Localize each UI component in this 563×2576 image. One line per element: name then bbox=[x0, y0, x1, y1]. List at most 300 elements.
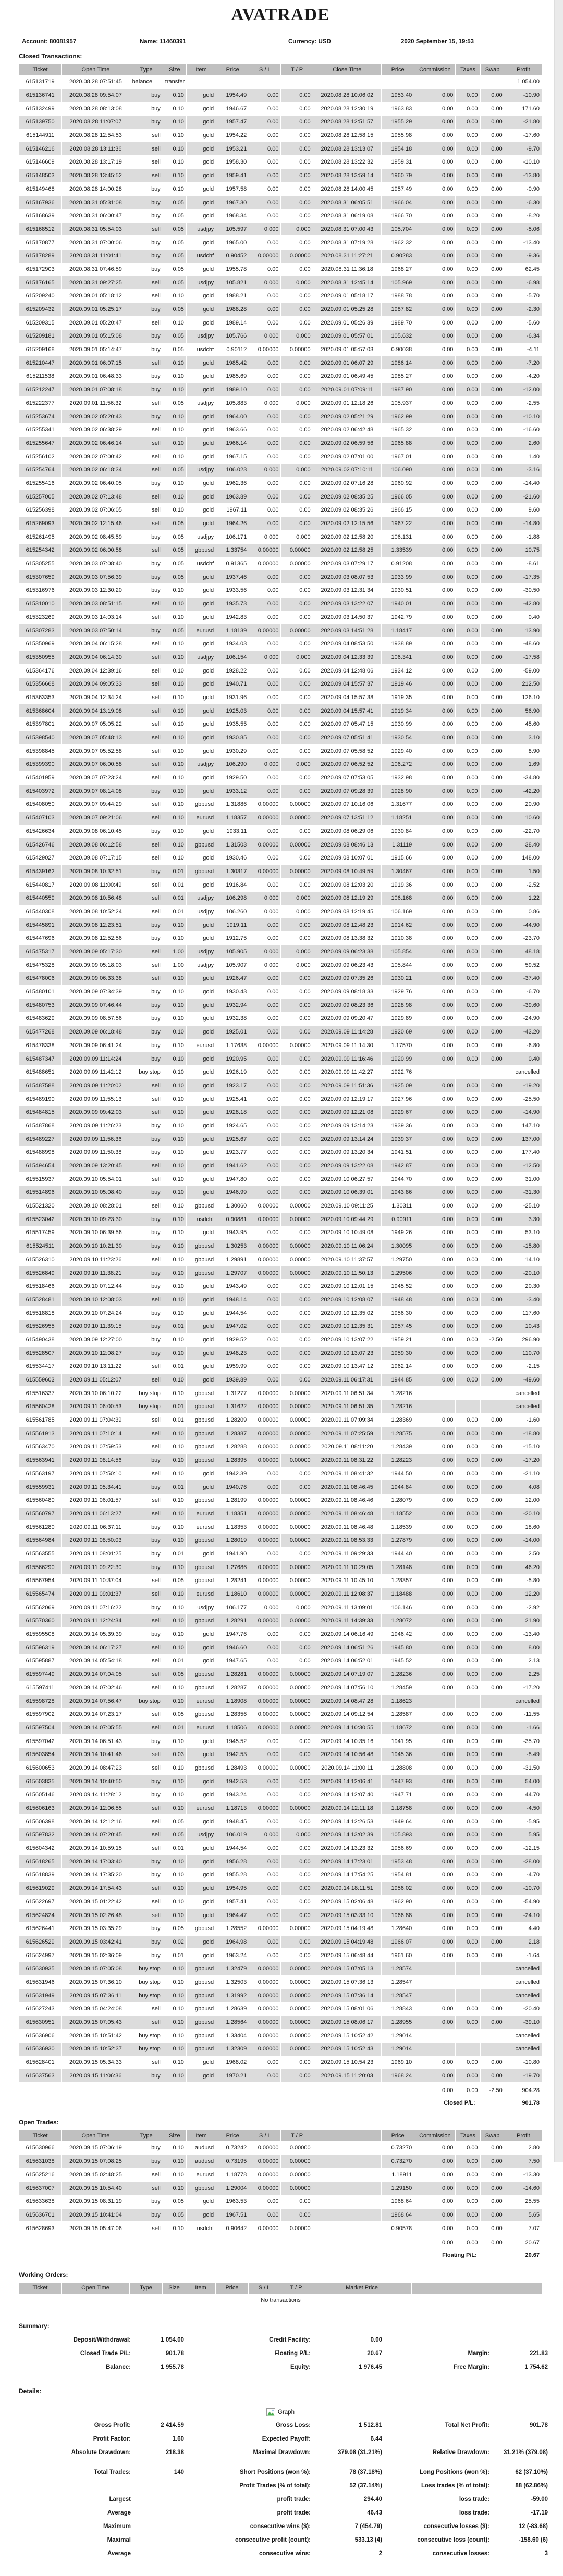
stat-value: 533.13 (4) bbox=[354, 2536, 382, 2543]
stat-value: 78 (37.18%) bbox=[349, 2469, 382, 2475]
transaction-row: 615139750 2020.08.28 11:07:07 buy 0.10 gold 1957.47 0.00 0.00 2020.08.28 12:51:57 1955.29 0.00 0.00 0.00 -21.80 bbox=[19, 116, 542, 129]
stat-label: Total Trades: bbox=[94, 2469, 131, 2475]
transaction-row: 615561913 2020.09.11 07:10:14 sell 0.10 gbpusd 1.28387 0.00000 0.00000 2020.09.11 07:25:59 1.28575 0.00 0.00 0.00 -18.80 bbox=[19, 1427, 542, 1440]
transaction-row: 615488651 2020.09.09 11:42:12 buy stop 0.10 gold 1926.19 0.00 0.00 2020.09.09 11:42:27 1922.76 cancelled bbox=[26, 1069, 540, 1076]
transaction-row: 615478338 2020.09.09 06:41:24 buy 0.10 eurusd 1.17638 0.00000 0.00000 2020.09.09 11:14:30 1.17570 0.00 0.00 0.00 -6.80 bbox=[26, 1042, 540, 1049]
transaction-row: 615631038 2020.09.15 07:08:25 buy 0.10 audusd 0.73195 0.00000 0.00000 0.73270 0.00 0.00 0.00 7.50 bbox=[19, 2155, 542, 2168]
transaction-row: 615178289 2020.08.31 11:01:41 buy 0.05 usdchf 0.90452 0.00000 0.00000 2020.08.31 11:27:21 0.90283 0.00 0.00 0.00 -9.36 bbox=[19, 250, 542, 263]
column-header: Type bbox=[130, 64, 163, 75]
transaction-row: 615484815 2020.09.09 09:42:03 sell 0.10 gold 1928.18 0.00 0.00 2020.09.09 12:21:08 1929.67 0.00 0.00 0.00 -14.90 bbox=[19, 1106, 542, 1119]
stat-row bbox=[19, 2360, 563, 2374]
transaction-row: 615211538 2020.09.01 06:48:33 buy 0.10 gold 1985.69 0.00 0.00 2020.09.01 06:49:45 1985.27 0.00 0.00 0.00 -4.20 bbox=[26, 373, 540, 380]
transaction-row: 615255416 2020.09.02 06:40:05 buy 0.10 gold 1962.36 0.00 0.00 2020.09.02 07:16:28 1960.92 0.00 0.00 0.00 -14.40 bbox=[26, 480, 540, 487]
stat-value: 901.78 bbox=[165, 2350, 184, 2357]
transaction-row: 615624997 2020.09.15 02:36:09 buy 0.01 gold 1963.24 0.00 0.00 2020.09.15 06:48:44 1961.60 0.00 0.00 0.00 -1.64 bbox=[26, 1952, 540, 1959]
column-header: Price bbox=[216, 2130, 249, 2141]
stat-label bbox=[382, 2333, 489, 2347]
stat-label: Average bbox=[107, 2550, 131, 2557]
stat-value: 140 bbox=[174, 2469, 184, 2475]
transaction-row: 615515937 2020.09.10 05:54:01 sell 0.10 gold 1947.80 0.00 0.00 2020.09.10 06:27:57 1944.70 0.00 0.00 0.00 31.00 bbox=[26, 1176, 540, 1183]
stat-label: Maximum bbox=[103, 2523, 131, 2530]
transaction-row: 615637563 2020.09.15 11:06:36 buy 0.10 gold 1970.21 0.00 0.00 2020.09.15 11:20:03 1968.24 0.00 0.00 0.00 -19.70 bbox=[19, 2069, 542, 2082]
transaction-row: 615307283 2020.09.03 07:50:14 buy 0.05 eurusd 1.18139 0.00000 0.00000 2020.09.03 14:51:28 1.18417 0.00 0.00 0.00 13.90 bbox=[19, 624, 542, 637]
stat-row bbox=[19, 2479, 563, 2493]
transaction-row: 615445891 2020.09.08 12:23:51 buy 0.10 gold 1919.11 0.00 0.00 2020.09.08 12:48:23 1914.62 0.00 0.00 0.00 -44.90 bbox=[19, 918, 542, 931]
column-header: Size bbox=[163, 2130, 186, 2141]
transaction-row: 615488998 2020.09.09 11:50:38 buy 0.10 gold 1923.77 0.00 0.00 2020.09.09 13:20:34 1941.51 0.00 0.00 0.00 177.40 bbox=[26, 1149, 540, 1156]
working-orders-table bbox=[19, 2282, 543, 2308]
transaction-row: 615222377 2020.09.01 11:56:32 sell 0.05 usdjpy 105.883 0.000 0.000 2020.09.01 12:18:26 105.937 0.00 0.00 0.00 -2.55 bbox=[26, 400, 540, 406]
stat-row bbox=[19, 2466, 563, 2479]
stat-label: Short Positions (won %): bbox=[239, 2469, 311, 2475]
stat-value: 218.38 bbox=[165, 2449, 184, 2456]
transaction-row: 615253674 2020.09.02 05:20:43 buy 0.10 gold 1964.00 0.00 0.00 2020.09.02 05:21:29 1962.99 0.00 0.00 0.00 -10.10 bbox=[19, 410, 542, 423]
stat-label: Profit Trades (% of total): bbox=[239, 2482, 311, 2489]
transaction-row: 615514896 2020.09.10 05:08:40 buy 0.10 gold 1946.99 0.00 0.00 2020.09.10 06:39:01 1943.86 0.00 0.00 0.00 -31.30 bbox=[19, 1186, 542, 1199]
transaction-row: 615149468 2020.08.28 14:00:28 buy 0.10 gold 1957.58 0.00 0.00 2020.08.28 14:00:45 1957.49 0.00 0.00 0.00 -0.90 bbox=[26, 185, 540, 192]
stat-label: Loss trades (% of total): bbox=[421, 2482, 489, 2489]
stat-row bbox=[19, 2347, 563, 2360]
open-trades-heading: Open Trades: bbox=[19, 2119, 59, 2126]
stat-row bbox=[19, 2506, 563, 2520]
transaction-row: 615478006 2020.09.09 06:33:38 sell 0.10 gold 1926.47 0.00 0.00 2020.09.09 07:35:26 1930.21 0.00 0.00 0.00 -37.40 bbox=[19, 972, 542, 985]
transaction-row: 615212247 2020.09.01 07:08:18 buy 0.10 gold 1989.10 0.00 0.00 2020.09.01 07:09:11 1987.90 0.00 0.00 0.00 -12.00 bbox=[19, 383, 542, 396]
transaction-row: 615398540 2020.09.07 05:48:13 sell 0.10 gold 1930.85 0.00 0.00 2020.09.07 05:51:41 1930.54 0.00 0.00 0.00 3.10 bbox=[19, 731, 542, 744]
transaction-row: 615560480 2020.09.11 06:01:57 sell 0.10 gbpusd 1.28199 0.00000 0.00000 2020.09.11 08:46:46 1.28079 0.00 0.00 0.00 12.00 bbox=[26, 1497, 540, 1504]
transaction-row: 615598728 2020.09.14 07:56:47 buy stop 0.10 eurusd 1.18908 0.00000 0.00000 2020.09.14 08:47:28 1.18623 cancelled bbox=[19, 1695, 542, 1708]
stat-row bbox=[19, 2493, 563, 2506]
account-info-line bbox=[19, 39, 563, 45]
name-value: 11460391 bbox=[160, 39, 186, 45]
transaction-row: 615475328 2020.09.09 05:18:03 sell 1.00 usdjpy 105.907 0.000 0.000 2020.09.09 06:23:43 105.844 0.00 0.00 0.00 59.52 bbox=[26, 962, 540, 968]
transaction-row: 615490438 2020.09.09 12:27:00 buy 0.10 gold 1929.52 0.00 0.00 2020.09.10 13:07:22 1959.21 0.00 0.00 -2.50 296.90 bbox=[26, 1336, 540, 1343]
transaction-row: 615627243 2020.09.15 04:24:08 sell 0.10 gbpusd 1.28639 0.00000 0.00000 2020.09.15 08:01:06 1.28843 0.00 0.00 0.00 -20.40 bbox=[26, 2006, 540, 2012]
transaction-row: 615559603 2020.09.11 05:12:07 sell 0.10 gold 1939.89 0.00 0.00 2020.09.11 06:17:31 1944.85 0.00 0.00 0.00 -49.60 bbox=[19, 1374, 542, 1387]
column-header: Price bbox=[216, 64, 249, 75]
report-datetime: 2020 September 15, 19:53 bbox=[401, 39, 474, 45]
column-header: Item bbox=[186, 2283, 215, 2294]
stat-value: 1 976.45 bbox=[359, 2363, 382, 2370]
stat-row bbox=[19, 2446, 563, 2459]
transaction-row: 615597411 2020.09.14 07:02:46 sell 0.10 gbpusd 1.28287 0.00000 0.00000 2020.09.14 07:56:10 1.28459 0.00 0.00 0.00 -17.20 bbox=[26, 1684, 540, 1691]
stat-label bbox=[184, 2459, 311, 2466]
stat-value bbox=[131, 2533, 184, 2547]
column-header bbox=[313, 2130, 381, 2141]
transaction-row: 615521320 2020.09.10 08:28:01 sell 0.10 gbpusd 1.30060 0.00000 0.00000 2020.09.10 09:11:25 1.30311 0.00 0.00 0.00 -25.10 bbox=[26, 1203, 540, 1210]
stat-value: 20.67 bbox=[367, 2350, 382, 2357]
stat-label: Maximal bbox=[107, 2536, 131, 2543]
stat-value: -17.19 bbox=[531, 2509, 548, 2516]
stat-value: 31.21% (379.08) bbox=[503, 2449, 548, 2456]
stat-label: Equity: bbox=[290, 2363, 311, 2370]
transaction-row: 615631946 2020.09.15 07:36:10 buy stop 0.10 gbpusd 1.32503 0.00000 0.00000 2020.09.15 07:36:13 1.28547 cancelled bbox=[26, 1978, 540, 1985]
transaction-row: 615146216 2020.08.28 13:11:36 sell 0.10 gold 1953.21 0.00 0.00 2020.08.28 13:13:07 1954.18 0.00 0.00 0.00 -9.70 bbox=[19, 142, 542, 155]
stat-value: 0.00 bbox=[370, 2336, 382, 2343]
transaction-row: 615257005 2020.09.02 07:13:48 sell 0.10 gold 1963.89 0.00 0.00 2020.09.02 08:35:25 1966.05 0.00 0.00 0.00 -21.60 bbox=[19, 490, 542, 503]
stat-value: 901.78 bbox=[529, 2422, 548, 2429]
stat-label: loss trade: bbox=[459, 2496, 489, 2503]
transaction-row: 615597504 2020.09.14 07:05:55 sell 0.01 eurusd 1.18506 0.00000 0.00000 2020.09.14 10:30:55 1.18672 0.00 0.00 0.00 -1.66 bbox=[19, 1722, 542, 1735]
transaction-row: 615570360 2020.09.11 12:24:34 sell 0.10 gbpusd 1.28291 0.00000 0.00000 2020.09.11 14:39:33 1.28072 0.00 0.00 0.00 21.90 bbox=[19, 1614, 542, 1627]
stat-value: 46.43 bbox=[367, 2509, 382, 2516]
open-trades-header-row bbox=[19, 2130, 542, 2141]
stat-label: consecutive wins ($): bbox=[250, 2523, 311, 2530]
transaction-row: 615356668 2020.09.04 09:05:33 sell 0.10 gold 1940.71 0.00 0.00 2020.09.04 15:57:37 1919.46 0.00 0.00 0.00 212.50 bbox=[19, 678, 542, 691]
transaction-row: 615172903 2020.08.31 07:46:59 buy 0.05 gold 1955.78 0.00 0.00 2020.08.31 11:36:18 1968.27 0.00 0.00 0.00 62.45 bbox=[26, 266, 540, 272]
transaction-row: 615625216 2020.09.15 02:48:25 sell 0.10 eurusd 1.18778 0.00000 0.00000 1.18911 0.00 0.00 0.00 -13.30 bbox=[26, 2171, 540, 2178]
transaction-row: 615606398 2020.09.14 12:12:16 sell 0.05 gold 1948.45 0.00 0.00 2020.09.14 12:26:53 1949.64 0.00 0.00 0.00 -5.95 bbox=[26, 1818, 540, 1825]
open-total-taxes: 0.00 bbox=[467, 2239, 478, 2246]
transaction-row: 615534417 2020.09.10 13:11:22 sell 0.01 gold 1959.99 0.00 0.00 2020.09.10 13:47:12 1962.14 0.00 0.00 0.00 -2.15 bbox=[26, 1363, 540, 1370]
transaction-row: 615494654 2020.09.09 13:20:45 sell 0.10 gold 1941.62 0.00 0.00 2020.09.09 13:22:08 1942.87 0.00 0.00 0.00 -12.50 bbox=[19, 1160, 542, 1173]
column-header: Close Time bbox=[313, 64, 381, 75]
transaction-row: 615170877 2020.08.31 07:00:06 buy 0.05 gold 1965.00 0.00 0.00 2020.08.31 07:19:28 1962.32 0.00 0.00 0.00 -13.40 bbox=[26, 239, 540, 246]
stat-label: Expected Payoff: bbox=[262, 2435, 311, 2442]
stat-value: 294.40 bbox=[363, 2496, 382, 2503]
transaction-row: 615595508 2020.09.14 05:39:39 buy 0.10 gold 1947.76 0.00 0.00 2020.09.14 06:16:49 1946.42 0.00 0.00 0.00 -13.40 bbox=[26, 1631, 540, 1638]
stat-label: profit trade: bbox=[277, 2496, 311, 2503]
scrollbar[interactable] bbox=[554, 0, 563, 2162]
column-header: S / L bbox=[249, 2283, 280, 2294]
stat-value: 3 bbox=[544, 2550, 548, 2557]
transaction-row: 615597902 2020.09.14 07:23:17 sell 0.05 gbpusd 1.28356 0.00000 0.00000 2020.09.14 09:12:54 1.28587 0.00 0.00 0.00 -11.55 bbox=[26, 1711, 540, 1718]
transaction-row: 615560797 2020.09.11 06:13:27 sell 0.10 eurusd 1.18351 0.00000 0.00000 2020.09.11 08:46:48 1.18552 0.00 0.00 0.00 -20.10 bbox=[19, 1508, 542, 1521]
transaction-row: 615624824 2020.09.15 02:26:48 sell 0.10 gold 1964.47 0.00 0.00 2020.09.15 03:33:10 1966.88 0.00 0.00 0.00 -24.10 bbox=[19, 1909, 542, 1922]
column-header: Taxes bbox=[456, 2130, 480, 2141]
details-heading: Details: bbox=[19, 2387, 42, 2395]
stat-label: loss trade: bbox=[459, 2509, 489, 2516]
stat-value bbox=[131, 2520, 184, 2533]
transaction-row: 615597042 2020.09.14 06:51:43 buy 0.10 gold 1945.52 0.00 0.00 2020.09.14 10:35:16 1941.95 0.00 0.00 0.00 -35.70 bbox=[26, 1738, 540, 1745]
stat-row bbox=[19, 2419, 563, 2432]
stat-value bbox=[131, 2493, 184, 2506]
transaction-row: 615475317 2020.09.09 05:17:30 sell 1.00 usdjpy 105.905 0.000 0.000 2020.09.09 06:23:38 105.854 0.00 0.00 0.00 48.18 bbox=[19, 945, 542, 959]
stat-value: 62 (37.10%) bbox=[515, 2469, 548, 2475]
column-header: Swap bbox=[481, 64, 505, 75]
stat-label: Margin: bbox=[468, 2350, 489, 2357]
transaction-row: 615146609 2020.08.28 13:17:19 sell 0.10 gold 1958.30 0.00 0.00 2020.08.28 13:22:32 1959.31 0.00 0.00 0.00 -10.10 bbox=[26, 159, 540, 166]
transaction-row: 615131719 2020.08.28 07:51:45 balance transfer 1 054.00 bbox=[26, 79, 540, 85]
transaction-row: 615562069 2020.09.11 07:16:22 buy 0.10 usdjpy 106.177 0.000 0.000 2020.09.11 13:09:01 106.146 0.00 0.00 0.00 -2.92 bbox=[26, 1604, 540, 1611]
transaction-row: 615254342 2020.09.02 06:00:58 sell 0.05 gbpusd 1.33754 0.00000 0.00000 2020.09.02 12:58:25 1.33539 0.00 0.00 0.00 10.75 bbox=[19, 544, 542, 557]
transaction-row: 615209181 2020.09.01 05:15:08 buy 0.05 usdjpy 105.766 0.000 0.000 2020.09.01 05:57:01 105.632 0.00 0.00 0.00 -6.34 bbox=[19, 330, 542, 343]
total-swap: -2.50 bbox=[489, 2087, 503, 2094]
column-header: Open Time bbox=[62, 64, 129, 75]
stat-label: Relative Drawdown: bbox=[432, 2449, 489, 2456]
stat-label: Long Positions (won %): bbox=[419, 2469, 489, 2475]
column-header: Market Price bbox=[312, 2283, 411, 2294]
stat-value: 1 512.81 bbox=[359, 2422, 382, 2429]
stat-value bbox=[131, 2459, 184, 2466]
transaction-row: 615526955 2020.09.10 11:39:15 buy 0.01 gold 1947.02 0.00 0.00 2020.09.10 12:35:31 1957.45 0.00 0.00 0.00 10.43 bbox=[19, 1320, 542, 1333]
column-header: Commission bbox=[414, 64, 455, 75]
transaction-row: 615597832 2020.09.14 07:20:45 sell 0.05 usdjpy 106.019 0.000 0.000 2020.09.14 13:02:39 105.893 0.00 0.00 0.00 5.95 bbox=[19, 1828, 542, 1841]
stat-value bbox=[131, 2547, 184, 2560]
stat-row bbox=[19, 2533, 563, 2547]
stat-value bbox=[489, 2459, 548, 2466]
transaction-row: 615633638 2020.09.15 08:31:19 buy 0.05 gold 1963.53 0.00 0.00 1968.64 0.00 0.00 0.00 25.55 bbox=[26, 2198, 540, 2205]
transaction-row: 615567954 2020.09.11 10:37:04 sell 0.05 gbpusd 1.28241 0.00000 0.00000 2020.09.11 10:45:10 1.28357 0.00 0.00 0.00 -5.80 bbox=[26, 1577, 540, 1584]
transaction-row: 615526310 2020.09.10 11:23:26 sell 0.10 gbpusd 1.29891 0.00000 0.00000 2020.09.10 11:37:57 1.29750 0.00 0.00 0.00 14.10 bbox=[26, 1256, 540, 1263]
column-header: T / P bbox=[280, 2283, 312, 2294]
transaction-row: 615209315 2020.09.01 05:20:47 sell 0.10 gold 1989.14 0.00 0.00 2020.09.01 05:26:39 1989.70 0.00 0.00 0.00 -5.60 bbox=[26, 319, 540, 326]
transaction-row: 615565474 2020.09.11 09:01:37 sell 0.10 eurusd 1.18610 0.00000 0.00000 2020.09.11 12:08:37 1.18488 0.00 0.00 0.00 12.20 bbox=[19, 1588, 542, 1601]
transaction-row: 615255647 2020.09.02 06:46:14 sell 0.10 gold 1966.14 0.00 0.00 2020.09.02 06:59:56 1965.88 0.00 0.00 0.00 2.60 bbox=[19, 437, 542, 450]
stat-label: consecutive losses ($): bbox=[423, 2523, 489, 2530]
transaction-row: 615630935 2020.09.15 07:05:08 buy stop 0.10 gbpusd 1.32479 0.00000 0.00000 2020.09.15 07:05:13 1.28574 cancelled bbox=[19, 1962, 542, 1975]
stat-value bbox=[311, 2459, 382, 2466]
working-orders-heading: Working Orders: bbox=[19, 2271, 68, 2279]
graph-row bbox=[19, 2408, 542, 2417]
transaction-row: 615440817 2020.09.08 11:00:49 sell 0.01 gold 1916.84 0.00 0.00 2020.09.08 12:03:20 1919.36 0.00 0.00 0.00 -2.52 bbox=[26, 881, 540, 888]
column-header: Open Time bbox=[62, 2130, 129, 2141]
transaction-row: 615618265 2020.09.14 17:03:40 buy 0.10 gold 1956.28 0.00 0.00 2020.09.14 17:23:01 1953.48 0.00 0.00 0.00 -28.00 bbox=[19, 1855, 542, 1868]
transaction-row: 615483629 2020.09.09 08:57:56 buy 0.10 gold 1932.38 0.00 0.00 2020.09.09 09:20:47 1929.89 0.00 0.00 0.00 -24.90 bbox=[26, 1015, 540, 1022]
stat-row bbox=[19, 2520, 563, 2533]
stat-value bbox=[489, 2333, 548, 2347]
stat-label: Deposit/Withdrawal: bbox=[73, 2336, 131, 2343]
transaction-row: 615489227 2020.09.09 11:56:36 buy 0.10 gold 1925.67 0.00 0.00 2020.09.09 13:14:24 1939.37 0.00 0.00 0.00 137.00 bbox=[19, 1133, 542, 1146]
transaction-row: 615256398 2020.09.02 07:06:05 sell 0.10 gold 1967.11 0.00 0.00 2020.09.02 08:35:26 1966.15 0.00 0.00 0.00 9.60 bbox=[26, 507, 540, 514]
column-header: Type bbox=[130, 2283, 162, 2294]
transaction-row: 615563470 2020.09.11 07:59:53 sell 0.10 gbpusd 1.28288 0.00000 0.00000 2020.09.11 08:11:20 1.28439 0.00 0.00 0.00 -15.10 bbox=[26, 1443, 540, 1450]
floating-pl-value: 20.67 bbox=[525, 2252, 540, 2259]
transaction-row: 615559931 2020.09.11 05:34:41 buy 0.01 gold 1940.76 0.00 0.00 2020.09.11 08:46:45 1944.84 0.00 0.00 0.00 4.08 bbox=[19, 1480, 542, 1494]
stat-label: Free Margin: bbox=[453, 2363, 489, 2370]
stat-label: Credit Facility: bbox=[269, 2336, 311, 2343]
transaction-row: 615603854 2020.09.14 10:41:46 sell 0.03 gold 1942.53 0.00 0.00 2020.09.14 10:56:48 1945.36 0.00 0.00 0.00 -8.49 bbox=[19, 1748, 542, 1761]
stat-value: 1 754.62 bbox=[524, 2363, 548, 2370]
transaction-row: 615528481 2020.09.10 12:08:03 sell 0.10 gold 1948.14 0.00 0.00 2020.09.10 12:08:07 1948.48 0.00 0.00 0.00 -3.40 bbox=[19, 1293, 542, 1306]
stat-label bbox=[382, 2432, 489, 2446]
stat-label: Largest bbox=[109, 2496, 131, 2503]
stat-label: Profit Factor: bbox=[93, 2435, 131, 2442]
transaction-row: 615401959 2020.09.07 07:23:24 sell 0.10 gold 1929.50 0.00 0.00 2020.09.07 07:53:05 1932.98 0.00 0.00 0.00 -34.80 bbox=[26, 775, 540, 781]
transaction-row: 615636906 2020.09.15 10:51:42 buy stop 0.10 gbpusd 1.33404 0.00000 0.00000 2020.09.15 10:52:42 1.29014 cancelled bbox=[26, 2032, 540, 2039]
transaction-row: 615397801 2020.09.07 05:05:22 sell 0.10 gold 1935.55 0.00 0.00 2020.09.07 05:47:15 1930.99 0.00 0.00 0.00 45.60 bbox=[26, 721, 540, 728]
closed-pl-row bbox=[19, 2097, 542, 2109]
transaction-row: 615596319 2020.09.14 06:17:27 sell 0.10 gold 1946.60 0.00 0.00 2020.09.14 06:51:26 1945.80 0.00 0.00 0.00 8.00 bbox=[19, 1641, 542, 1654]
transaction-row: 615255341 2020.09.02 06:38:29 sell 0.10 gold 1963.66 0.00 0.00 2020.09.02 06:42:48 1965.32 0.00 0.00 0.00 -16.60 bbox=[26, 427, 540, 433]
column-header: Ticket bbox=[19, 2130, 61, 2141]
column-header: Ticket bbox=[19, 64, 61, 75]
transaction-row: 615526849 2020.09.10 11:38:21 buy 0.10 gbpusd 1.29707 0.00000 0.00000 2020.09.10 11:50:13 1.29506 0.00 0.00 0.00 -20.10 bbox=[19, 1266, 542, 1279]
stat-label: Gross Loss: bbox=[275, 2422, 311, 2429]
closed-totals-table bbox=[19, 2084, 542, 2109]
transaction-row: 615439162 2020.09.08 10:32:51 buy 0.01 gbpusd 1.30317 0.00000 0.00000 2020.09.08 10:49:59 1.30467 0.00 0.00 0.00 1.50 bbox=[19, 865, 542, 878]
transaction-row: 615480753 2020.09.09 07:46:44 buy 0.10 gold 1932.94 0.00 0.00 2020.09.09 08:23:36 1928.98 0.00 0.00 0.00 -39.60 bbox=[19, 999, 542, 1012]
no-transactions-row bbox=[19, 2294, 542, 2307]
floating-pl-label: Floating P/L: bbox=[442, 2252, 477, 2259]
column-header: Type bbox=[130, 2130, 163, 2141]
column-header: Size bbox=[163, 2283, 186, 2294]
summary-section bbox=[19, 2322, 563, 2374]
stat-label bbox=[19, 2479, 131, 2493]
stat-label: Gross Profit: bbox=[94, 2422, 131, 2429]
stat-value bbox=[131, 2479, 184, 2493]
transaction-row: 615210447 2020.09.01 06:07:15 sell 0.10 gold 1985.42 0.00 0.00 2020.09.01 06:07:29 1986.14 0.00 0.00 0.00 -7.20 bbox=[19, 356, 542, 369]
stat-value: 379.08 (31.21%) bbox=[337, 2449, 382, 2456]
column-header: Ticket bbox=[19, 2283, 61, 2294]
transaction-row: 615209240 2020.09.01 05:18:12 sell 0.10 gold 1988.21 0.00 0.00 2020.09.01 05:18:17 1988.78 0.00 0.00 0.00 -5.70 bbox=[26, 293, 540, 300]
transaction-row: 615261495 2020.09.02 08:45:59 buy 0.05 usdjpy 106.171 0.000 0.000 2020.09.02 12:58:20 106.131 0.00 0.00 0.00 -1.88 bbox=[26, 533, 540, 540]
transaction-row: 615350955 2020.09.04 06:14:30 sell 0.10 usdjpy 106.154 0.000 0.000 2020.09.04 12:33:39 106.341 0.00 0.00 0.00 -17.58 bbox=[19, 651, 542, 664]
summary-grid bbox=[19, 2333, 563, 2374]
open-totals-row bbox=[19, 2237, 542, 2249]
transaction-row: 615561785 2020.09.11 07:04:39 sell 0.01 gbpusd 1.28209 0.00000 0.00000 2020.09.11 07:09:34 1.28369 0.00 0.00 0.00 -1.60 bbox=[26, 1417, 540, 1424]
transaction-row: 615604342 2020.09.14 10:59:15 sell 0.01 gold 1944.54 0.00 0.00 2020.09.14 13:23:32 1956.69 0.00 0.00 0.00 -12.15 bbox=[26, 1845, 540, 1852]
column-header bbox=[412, 2283, 542, 2294]
transaction-row: 615447696 2020.09.08 12:52:56 buy 0.10 gold 1912.75 0.00 0.00 2020.09.08 13:38:32 1910.38 0.00 0.00 0.00 -23.70 bbox=[26, 935, 540, 942]
column-header: Open Time bbox=[62, 2283, 129, 2294]
transaction-row: 615518466 2020.09.10 07:12:44 buy 0.10 gold 1943.49 0.00 0.00 2020.09.10 12:01:15 1945.52 0.00 0.00 0.00 20.30 bbox=[26, 1283, 540, 1290]
stat-value: 12 (-83.68) bbox=[518, 2523, 548, 2530]
column-header: Price bbox=[382, 64, 414, 75]
transaction-row: 615364176 2020.09.04 12:39:16 sell 0.10 gold 1928.22 0.00 0.00 2020.09.04 12:48:06 1934.12 0.00 0.00 0.00 -59.00 bbox=[26, 667, 540, 674]
stat-value: 1 955.78 bbox=[161, 2363, 184, 2370]
open-trades-table bbox=[19, 2130, 542, 2235]
transaction-row: 615136741 2020.08.28 09:54:07 buy 0.10 gold 1954.49 0.00 0.00 2020.08.28 10:06:02 1953.40 0.00 0.00 0.00 -10.90 bbox=[19, 89, 542, 102]
column-header: T / P bbox=[281, 2130, 312, 2141]
stat-row bbox=[19, 2432, 563, 2446]
total-commission: 0.00 bbox=[442, 2087, 454, 2094]
transaction-row: 615517459 2020.09.10 06:39:56 buy 0.10 gold 1943.95 0.00 0.00 2020.09.10 10:49:08 1949.26 0.00 0.00 0.00 53.10 bbox=[26, 1229, 540, 1236]
column-header: T / P bbox=[281, 64, 312, 75]
transaction-row: 615523042 2020.09.10 09:23:30 buy 0.10 usdchf 0.90881 0.00000 0.00000 2020.09.10 09:44:29 0.90911 0.00 0.00 0.00 3.30 bbox=[19, 1213, 542, 1226]
stat-label: Floating P/L: bbox=[274, 2350, 311, 2357]
transaction-row: 615209168 2020.09.01 05:14:47 buy 0.05 usdchf 0.90112 0.00000 0.00000 2020.09.01 05:57:03 0.90038 0.00 0.00 0.00 -4.11 bbox=[26, 346, 540, 353]
stat-value: 1.60 bbox=[172, 2435, 184, 2442]
stat-value: 2 bbox=[378, 2550, 382, 2557]
transaction-row: 615254764 2020.09.02 06:18:34 sell 0.05 usdjpy 106.023 0.000 0.000 2020.09.02 07:10:11 106.090 0.00 0.00 0.00 -3.16 bbox=[19, 464, 542, 477]
transaction-row: 615595887 2020.09.14 05:54:18 sell 0.01 gold 1947.65 0.00 0.00 2020.09.14 06:52:01 1945.52 0.00 0.00 0.00 2.13 bbox=[26, 1658, 540, 1664]
transaction-row: 615480101 2020.09.09 07:34:39 buy 0.10 gold 1930.43 0.00 0.00 2020.09.09 08:18:33 1929.76 0.00 0.00 0.00 -6.70 bbox=[26, 989, 540, 995]
summary-heading: Summary: bbox=[19, 2322, 50, 2330]
stat-label: profit trade: bbox=[277, 2509, 311, 2516]
no-transactions-text: No transactions bbox=[261, 2297, 301, 2304]
stat-row bbox=[19, 2333, 563, 2347]
transaction-row: 615426746 2020.09.08 06:12:58 sell 0.10 gbpusd 1.31503 0.00000 0.00000 2020.09.08 08:46:13 1.31119 0.00 0.00 0.00 38.40 bbox=[19, 838, 542, 851]
closed-transactions-heading: Closed Transactions: bbox=[19, 53, 82, 60]
graph-label: Graph bbox=[278, 2409, 295, 2416]
transaction-row: 615516337 2020.09.10 06:10:22 buy stop 0.10 gbpusd 1.31277 0.00000 0.00000 2020.09.11 06:51:34 1.28216 cancelled bbox=[26, 1390, 540, 1397]
transaction-row: 615606163 2020.09.14 12:06:55 sell 0.10 eurusd 1.18713 0.00000 0.00000 2020.09.14 12:11:18 1.18758 0.00 0.00 0.00 -4.50 bbox=[19, 1802, 542, 1815]
stat-value bbox=[489, 2432, 548, 2446]
transaction-row: 615256102 2020.09.02 07:00:42 sell 0.10 gold 1967.15 0.00 0.00 2020.09.02 07:01:00 1967.01 0.00 0.00 0.00 1.40 bbox=[26, 453, 540, 460]
transaction-row: 615637007 2020.09.15 10:54:40 sell 0.10 gbpusd 1.29004 0.00000 0.00000 1.29150 0.00 0.00 0.00 -14.60 bbox=[19, 2182, 542, 2195]
currency-label: Currency: bbox=[288, 39, 317, 45]
name-field bbox=[140, 39, 288, 45]
closed-transactions-table bbox=[19, 64, 542, 2083]
stat-value: 6.44 bbox=[370, 2435, 382, 2442]
transaction-row: 615597449 2020.09.14 07:04:05 sell 0.05 gbpusd 1.28281 0.00000 0.00000 2020.09.14 07:19:07 1.28236 0.00 0.00 0.00 2.25 bbox=[19, 1668, 542, 1681]
closed-pl-value: 901.78 bbox=[522, 2099, 540, 2106]
stat-row bbox=[19, 2547, 563, 2560]
transaction-row: 615132499 2020.08.28 08:13:08 buy 0.10 gold 1946.67 0.00 0.00 2020.08.28 12:30:19 1963.83 0.00 0.00 0.00 171.60 bbox=[26, 105, 540, 112]
transaction-row: 615440308 2020.09.08 10:52:24 sell 0.01 usdjpy 106.260 0.000 0.000 2020.09.08 12:19:45 106.169 0.00 0.00 0.00 0.86 bbox=[26, 908, 540, 915]
name-label: Name: bbox=[140, 39, 158, 45]
column-header: Profit bbox=[505, 64, 542, 75]
transaction-row: 615618839 2020.09.14 17:35:20 buy 0.10 gold 1955.28 0.00 0.00 2020.09.14 17:54:25 1954.81 0.00 0.00 0.00 -4.70 bbox=[26, 1872, 540, 1878]
transaction-row: 615636930 2020.09.15 10:52:37 buy stop 0.10 gbpusd 1.32309 0.00000 0.00000 2020.09.15 10:52:43 1.29014 cancelled bbox=[19, 2043, 542, 2056]
transaction-row: 615477268 2020.09.09 06:18:48 buy 0.10 gold 1925.01 0.00 0.00 2020.09.09 11:14:28 1920.69 0.00 0.00 0.00 -43.20 bbox=[19, 1026, 542, 1039]
transaction-row: 615168639 2020.08.31 06:00:47 buy 0.05 gold 1968.34 0.00 0.00 2020.08.31 06:19:08 1966.70 0.00 0.00 0.00 -8.20 bbox=[26, 213, 540, 219]
column-header: Price bbox=[216, 2283, 248, 2294]
transaction-row: 615368604 2020.09.04 13:19:08 sell 0.10 gold 1925.03 0.00 0.00 2020.09.04 15:57:41 1919.34 0.00 0.00 0.00 56.90 bbox=[19, 704, 542, 717]
working-orders-header-row bbox=[19, 2283, 542, 2294]
column-header: S / L bbox=[249, 2130, 280, 2141]
transaction-row: 615429027 2020.09.08 07:17:15 sell 0.10 gold 1930.46 0.00 0.00 2020.09.08 10:07:01 1915.66 0.00 0.00 0.00 148.00 bbox=[26, 855, 540, 862]
transaction-row: 615564984 2020.09.11 08:50:03 buy 0.10 gbpusd 1.28019 0.00000 0.00000 2020.09.11 08:53:33 1.27879 0.00 0.00 0.00 -14.00 bbox=[19, 1534, 542, 1547]
transaction-row: 615408050 2020.09.07 09:44:29 sell 0.10 gbpusd 1.31886 0.00000 0.00000 2020.09.07 10:16:06 1.31677 0.00 0.00 0.00 20.90 bbox=[26, 801, 540, 808]
transaction-row: 615631949 2020.09.15 07:36:11 buy stop 0.10 gbpusd 1.31992 0.00000 0.00000 2020.09.15 07:36:14 1.28547 cancelled bbox=[19, 1989, 542, 2002]
transaction-row: 615600653 2020.09.14 08:47:23 sell 0.10 gbpusd 1.28493 0.00000 0.00000 2020.09.14 11:00:11 1.28808 0.00 0.00 0.00 -31.50 bbox=[26, 1764, 540, 1771]
transaction-row: 615487588 2020.09.09 11:20:02 sell 0.10 gold 1923.17 0.00 0.00 2020.09.09 11:51:36 1925.09 0.00 0.00 0.00 -19.20 bbox=[19, 1079, 542, 1092]
stat-label: consecutive wins: bbox=[259, 2550, 311, 2557]
report-title: AVATRADE bbox=[231, 5, 330, 24]
total-profit: 904.28 bbox=[522, 2087, 540, 2094]
open-total-commission: 0.00 bbox=[442, 2239, 454, 2246]
transaction-row: 615563197 2020.09.11 07:50:10 sell 0.10 gold 1942.39 0.00 0.00 2020.09.11 08:41:32 1944.50 0.00 0.00 0.00 -21.10 bbox=[26, 1470, 540, 1477]
currency-field bbox=[288, 39, 401, 45]
stat-value: 88 (62.86%) bbox=[515, 2482, 548, 2489]
transaction-row: 615403972 2020.09.07 08:14:08 buy 0.10 gold 1933.12 0.00 0.00 2020.09.07 09:28:39 1928.90 0.00 0.00 0.00 -42.20 bbox=[19, 785, 542, 798]
stat-value bbox=[131, 2506, 184, 2520]
stat-label bbox=[19, 2459, 131, 2466]
transaction-row: 615144911 2020.08.28 12:54:53 sell 0.10 gold 1954.22 0.00 0.00 2020.08.28 12:58:15 1955.98 0.00 0.00 0.00 -17.60 bbox=[26, 132, 540, 139]
transaction-row: 615350969 2020.09.04 06:15:28 sell 0.10 gold 1934.03 0.00 0.00 2020.09.04 08:53:50 1938.89 0.00 0.00 0.00 -48.60 bbox=[26, 641, 540, 648]
stat-value: 52 (37.14%) bbox=[349, 2482, 382, 2489]
stat-label bbox=[382, 2459, 489, 2466]
transaction-row: 615528507 2020.09.10 12:08:27 buy 0.10 gold 1948.23 0.00 0.00 2020.09.10 13:07:23 1959.30 0.00 0.00 0.00 110.70 bbox=[19, 1347, 542, 1360]
stat-value: -59.00 bbox=[531, 2496, 548, 2503]
total-taxes: 0.00 bbox=[467, 2087, 478, 2094]
transaction-row: 615489190 2020.09.09 11:55:13 sell 0.10 gold 1925.41 0.00 0.00 2020.09.09 12:19:17 1927.96 0.00 0.00 0.00 -25.50 bbox=[26, 1096, 540, 1102]
stat-label: Balance: bbox=[106, 2363, 131, 2370]
transaction-row: 615518818 2020.09.10 07:24:24 buy 0.10 gold 1944.54 0.00 0.00 2020.09.10 12:35:02 1956.30 0.00 0.00 0.00 117.60 bbox=[26, 1310, 540, 1316]
column-header: Swap bbox=[481, 2130, 505, 2141]
account-label: Account: bbox=[22, 39, 48, 45]
stat-label: consecutive profit (count): bbox=[235, 2536, 311, 2543]
broken-image-icon bbox=[266, 2408, 276, 2417]
stat-label: consecutive losses: bbox=[432, 2550, 489, 2557]
transaction-row: 615269093 2020.09.02 12:15:46 sell 0.05 gold 1964.26 0.00 0.00 2020.09.02 12:15:56 1967.22 0.00 0.00 0.00 -14.80 bbox=[19, 517, 542, 530]
floating-pl-row bbox=[19, 2249, 542, 2261]
transaction-row: 615305255 2020.09.03 07:08:40 buy 0.05 usdchf 0.91365 0.00000 0.00000 2020.09.03 07:29:17 0.91208 0.00 0.00 0.00 -8.61 bbox=[26, 561, 540, 567]
transaction-row: 615524511 2020.09.10 10:21:30 buy 0.10 gbpusd 1.30253 0.00000 0.00000 2020.09.10 11:06:24 1.30095 0.00 0.00 0.00 -15.80 bbox=[19, 1240, 542, 1253]
details-grid bbox=[19, 2419, 563, 2560]
column-header: Size bbox=[163, 64, 186, 75]
transaction-row: 615605146 2020.09.14 11:28:12 buy 0.10 gold 1943.24 0.00 0.00 2020.09.14 12:07:40 1947.71 0.00 0.00 0.00 44.70 bbox=[26, 1791, 540, 1798]
transaction-row: 615167936 2020.08.31 05:31:08 buy 0.05 gold 1967.30 0.00 0.00 2020.08.31 06:05:51 1966.04 0.00 0.00 0.00 -6.30 bbox=[19, 196, 542, 209]
open-total-swap: 0.00 bbox=[491, 2239, 503, 2246]
transaction-row: 615168512 2020.08.31 05:54:03 sell 0.05 usdjpy 105.597 0.000 0.000 2020.08.31 07:00:43 105.704 0.00 0.00 0.00 -5.06 bbox=[19, 223, 542, 236]
transaction-row: 615176165 2020.08.31 09:27:25 sell 0.05 usdjpy 105.821 0.000 0.000 2020.08.31 12:45:14 105.969 0.00 0.00 0.00 -6.98 bbox=[19, 276, 542, 289]
closed-totals-row bbox=[19, 2084, 542, 2096]
transaction-row: 615426634 2020.09.08 06:10:45 buy 0.10 gold 1933.11 0.00 0.00 2020.09.08 06:29:06 1930.84 0.00 0.00 0.00 -22.70 bbox=[26, 828, 540, 835]
stat-value: 1 054.00 bbox=[161, 2336, 184, 2343]
transaction-row: 615398845 2020.09.07 05:52:58 sell 0.10 gold 1930.29 0.00 0.00 2020.09.07 05:58:52 1929.40 0.00 0.00 0.00 8.90 bbox=[26, 748, 540, 754]
stat-label: Absolute Drawdown: bbox=[71, 2449, 131, 2456]
transaction-row: 615603835 2020.09.14 10:40:50 buy 0.10 gold 1942.53 0.00 0.00 2020.09.14 12:06:41 1947.93 0.00 0.00 0.00 54.00 bbox=[19, 1775, 542, 1788]
stat-value: 2 414.59 bbox=[161, 2422, 184, 2429]
account-field bbox=[22, 39, 140, 45]
column-header: Taxes bbox=[456, 64, 480, 75]
transaction-row: 615399390 2020.09.07 06:00:58 sell 0.10 usdjpy 106.290 0.000 0.000 2020.09.07 06:52:52 106.272 0.00 0.00 0.00 1.69 bbox=[19, 758, 542, 771]
column-header: Item bbox=[187, 64, 216, 75]
transaction-row: 615636701 2020.09.15 10:41:04 buy 0.05 gold 1967.51 0.00 0.00 1968.64 0.00 0.00 0.00 5.65 bbox=[19, 2209, 542, 2222]
transaction-row: 615628401 2020.09.15 05:34:33 sell 0.10 gold 1968.02 0.00 0.00 2020.09.15 10:54:23 1969.10 0.00 0.00 0.00 -10.80 bbox=[26, 2059, 540, 2066]
